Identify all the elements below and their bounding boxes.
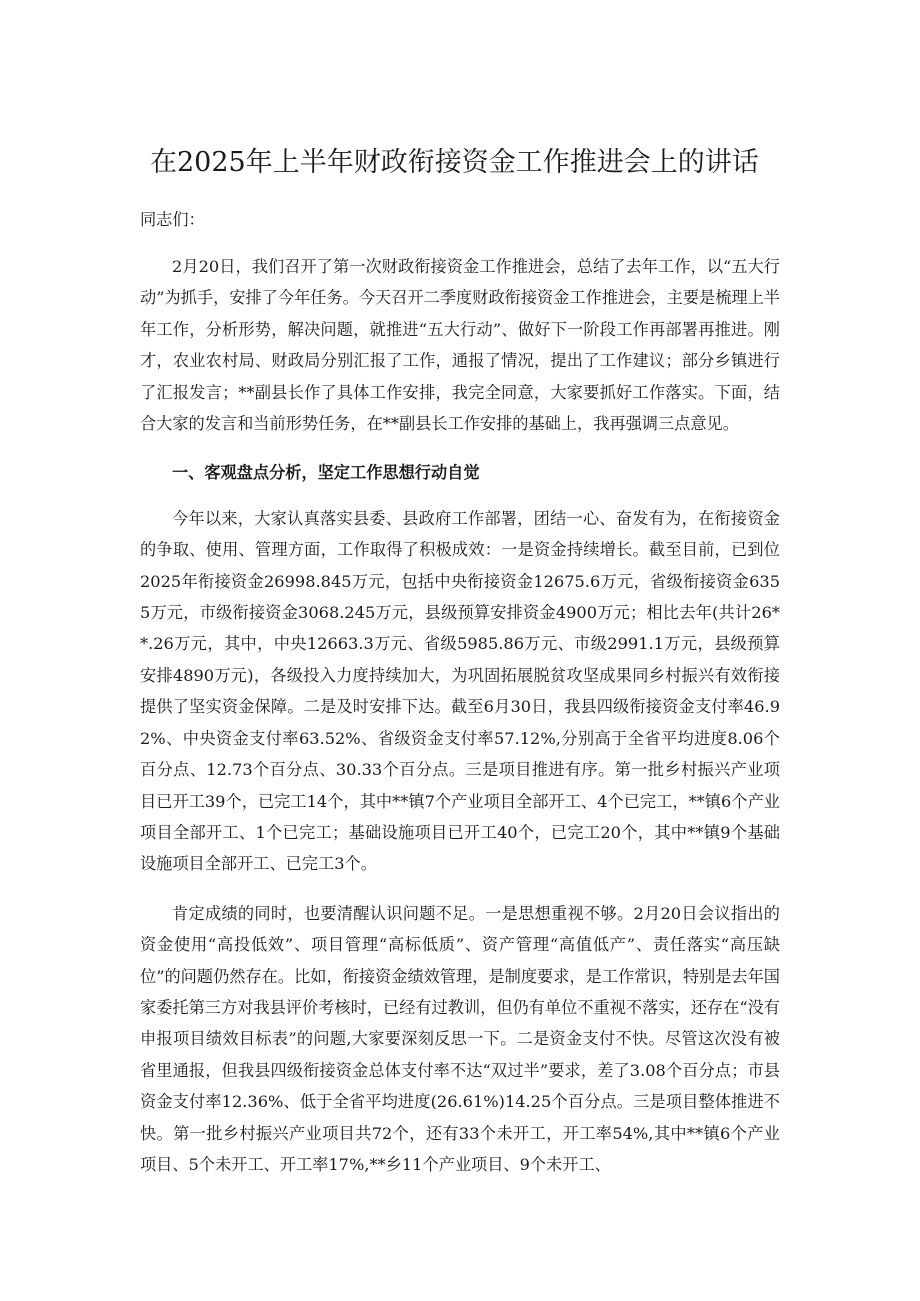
document-title: 在2025年上半年财政衔接资金工作推进会上的讲话 [150, 147, 759, 178]
paragraph-problems: 肯定成绩的同时，也要清醒认识问题不足。一是思想重视不够。2月20日会议指出的资金使用“高投低效”、项目管理“高标低质”、资产管理“高值低产”、责任落实“高压缺位”的问题仍然存在。比如，衔接资金绩效管理，是制度要求，是工作常识，特别是去年国家委托第三方对我县评价考核时，已经有过教训，但仍有单位不重视不落实，还存在“没有申报项目绩效目标表”的问题,大家要深刻反思一下。二是资金支付不快。尽管这次没有被省里通报，但我县四级衔接资金总体支付率不达“双过半”要求，差了3.08个百分点；市县资金支付率12.36%、低于全省平均进度(26.61%)14.25个百分点。三是项目整体推进不快。第一批乡村振兴产业项目共72个，还有33个未开工，开工率54%,其中**镇6个产业项目、5个未开工、开工率17%,**乡11个产业项目、9个未开工、 [140, 903, 780, 1174]
section-heading-1: 一、客观盘点分析，坚定工作思想行动自觉 [172, 463, 480, 483]
paragraph-achievements: 今年以来，大家认真落实县委、县政府工作部署，团结一心、奋发有为，在衔接资金的争取、使用、管理方面，工作取得了积极成效：一是资金持续增长。截至目前，已到位2025年衔接资金26998.845万元，包括中央衔接资金12675.6万元，省级衔接资金6355万元，市级衔接资金3068.245万元，县级预算安排资金4900万元；相比去年(共计26**.26万元，其中，中央12663.3万元、省级5985.86万元、市级2991.1万元，县级预算安排4890万元)，各级投入力度持续加大，为巩固拓展脱贫攻坚成果同乡村振兴有效衔接提供了坚实资金保障。二是及时安排下达。截至6月30日，我县四级衔接资金支付率46.92%、中央资金支付率63.52%、省级资金支付率57.12%,分别高于全省平均进度8.06个百分点、12.73个百分点、30.33个百分点。三是项目推进有序。第一批乡村振兴产业项目已开工39个，已完工14个，其中**镇7个产业项目全部开工、4个已完工，**镇6个产业项目全部开工、1个已完工；基础设施项目已开工40个，已完工20个，其中**镇9个基础设施项目全部开工、已完工3个。 [140, 508, 780, 874]
paragraph-intro: 2月20日，我们召开了第一次财政衔接资金工作推进会，总结了去年工作，以“五大行动”为抓手，安排了今年任务。今天召开二季度财政衔接资金工作推进会，主要是梳理上半年工作，分析形势，解决问题，就推进“五大行动”、做好下一阶段工作再部署再推进。刚才，农业农村局、财政局分别汇报了工作，通报了情况，提出了工作建议；部分乡镇进行了汇报发言；**副县长作了具体工作安排，我完全同意，大家要抓好工作落实。下面，结合大家的发言和当前形势任务，在**副县长工作安排的基础上，我再强调三点意见。 [140, 257, 780, 434]
salutation: 同志们： [140, 210, 205, 229]
